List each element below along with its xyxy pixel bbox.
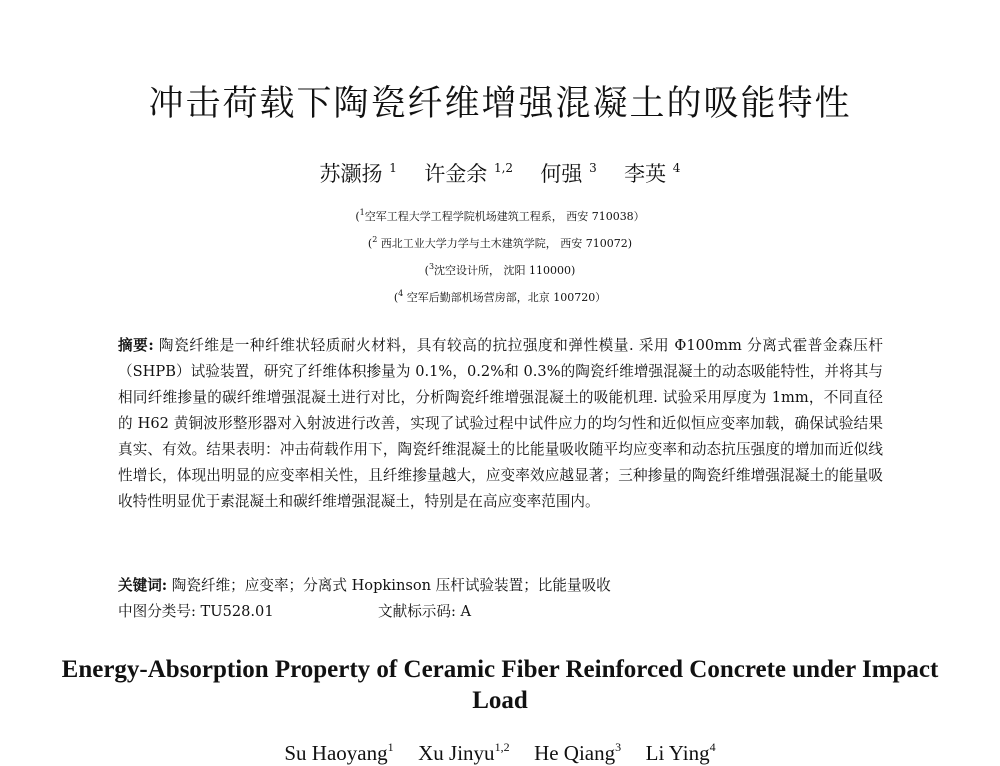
author-name-en: Xu Jinyu [418, 741, 495, 765]
clc-label: 中图分类号: [118, 603, 196, 620]
authors-cn [0, 158, 1000, 188]
doc-code-value: A [455, 603, 472, 620]
abstract [118, 333, 883, 515]
affiliation: ($^1$空军工程大学工程学院机场建筑工程系， 西安 710038） [355, 208, 645, 223]
abstract-label: 摘要: [118, 337, 154, 354]
author-affiliation-mark: 1,2 [494, 740, 510, 754]
authors-en [0, 741, 1000, 766]
author-affiliation-mark: 4 [672, 161, 681, 175]
author-affiliation-mark: 1,2 [493, 161, 514, 175]
clc-value: TU528.01 [195, 603, 274, 620]
author-affiliation-mark: 1 [389, 161, 397, 175]
author-name: 苏灏扬 [319, 162, 383, 186]
abstract-text: 陶瓷纤维是一种纤维状轻质耐火材料，具有较高的抗拉强度和弹性模量. 采用 Φ100mm 分离式霍普金森压杆（SHPB）试验装置，研究了纤维体积掺量为 0.1%，0.2%和 0.3%的陶瓷纤维增强混凝土的动态吸能特性，并将其与相同纤维掺量的碳纤维增强混凝土进行对比，分析陶瓷纤维增强混凝土的吸能机理. 试验采用厚度为 1mm，不同直径的 H62 黄铜波形整形器对入射波进行改善，实现了试验过程中试件应力的均匀性和近似恒应变率加载，确保试验结果真实、有效。结果表明：冲击荷载作用下，陶瓷纤维混凝土的比能量吸收随平均应变率和动态抗压强度的增加而近似线性增长，体现出明显的应变率相关性，且纤维掺量越大，应变率效应越显著；三种掺量的陶瓷纤维增强混凝土的能量吸收特性明显优于素混凝土和碳纤维增强混凝土，特别是在高应变率范围内。 [118, 337, 883, 510]
classification-line [118, 599, 883, 625]
author-affiliation-mark: 3 [615, 740, 622, 754]
author-affiliation-mark: 1 [387, 740, 394, 754]
affiliation: ($^3$沈空设计所， 沈阳 110000) [424, 262, 576, 277]
author-affiliation-mark: 4 [709, 740, 716, 754]
author-name: 李英 [624, 162, 667, 186]
author-name-en: Su Haoyang [284, 741, 388, 765]
author-name-en: Li Ying [645, 741, 710, 765]
keywords [118, 573, 883, 599]
affiliation: ($^2$ 西北工业大学力学与土木建筑学院， 西安 710072) [367, 235, 633, 250]
affiliation: ($^4$ 空军后勤部机场营房部，北京 100720） [393, 289, 607, 304]
author-name: 许金余 [424, 162, 488, 186]
paper-title-en: Energy-Absorption Property of Ceramic Fiber Reinforced Concrete under Impact Load [61, 656, 939, 714]
keywords-label: 关键词: [118, 577, 168, 594]
author-affiliation-mark: 3 [589, 161, 597, 175]
author-name-en: He Qiang [534, 741, 616, 765]
author-name: 何强 [540, 162, 583, 186]
paper-title-cn: 冲击荷载下陶瓷纤维增强混凝土的吸能特性 [148, 84, 852, 124]
keywords-text: 陶瓷纤维；应变率；分离式 Hopkinson 压杆试验装置；比能量吸收 [167, 577, 611, 594]
doc-code-label: 文献标示码: [378, 603, 456, 620]
